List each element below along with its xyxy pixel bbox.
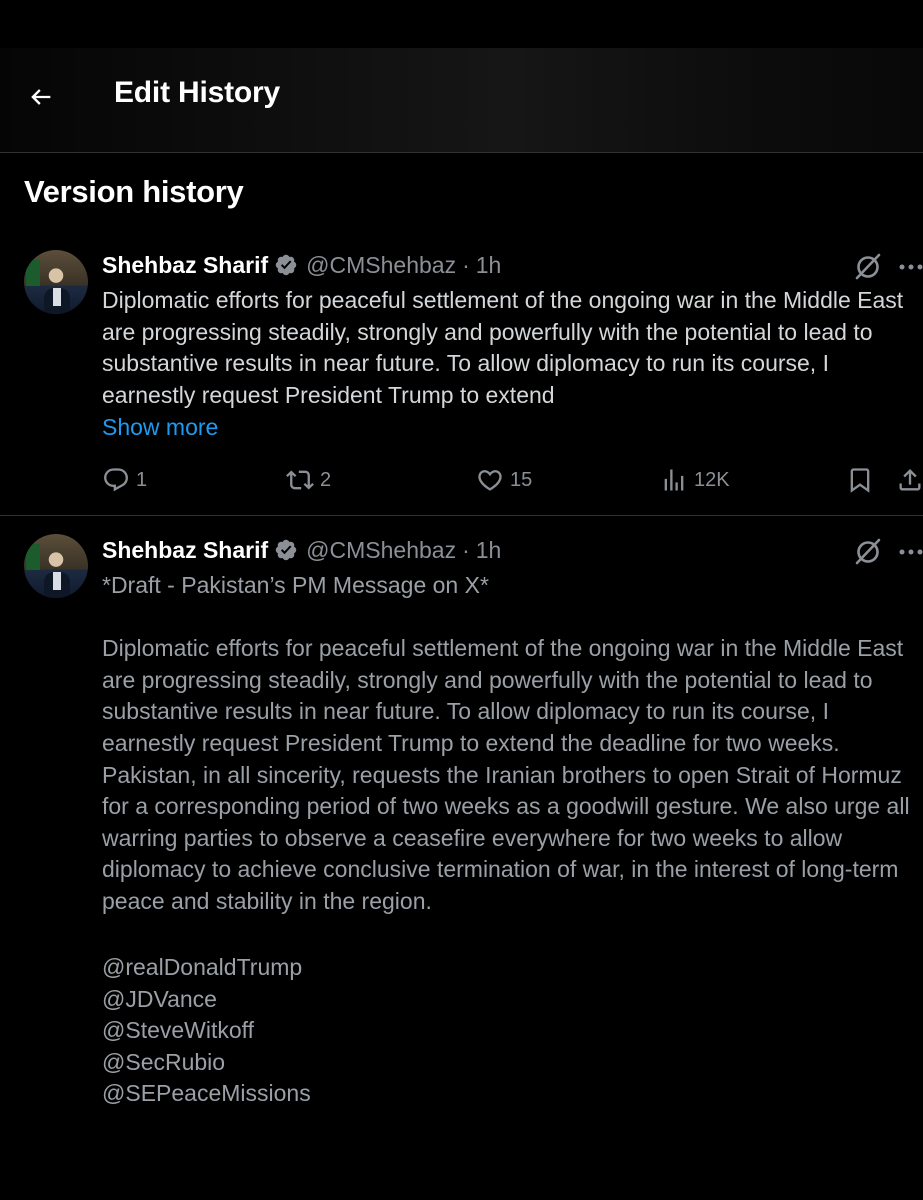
verified-badge-icon xyxy=(274,253,298,277)
views-count: 12K xyxy=(694,468,730,491)
bookmark-icon xyxy=(846,466,874,494)
verified-badge-icon xyxy=(274,538,298,562)
author-name[interactable]: Shehbaz Sharif xyxy=(102,536,269,563)
back-button[interactable] xyxy=(20,76,62,118)
mention-link[interactable]: @SteveWitkoff xyxy=(102,1017,255,1044)
author-name[interactable]: Shehbaz Sharif xyxy=(102,251,269,278)
repost-icon xyxy=(286,466,314,494)
grok-icon[interactable] xyxy=(852,250,884,282)
share-button[interactable] xyxy=(896,464,923,496)
tweet-header xyxy=(102,535,501,565)
bookmark-button[interactable] xyxy=(846,464,874,496)
reply-count: 1 xyxy=(136,468,148,491)
repost-button[interactable] xyxy=(286,464,331,496)
timestamp[interactable]: 1h xyxy=(475,251,502,278)
mention-link[interactable]: @realDonaldTrump xyxy=(102,954,303,980)
views-icon xyxy=(660,466,688,494)
avatar[interactable] xyxy=(24,250,88,314)
tweet-actions xyxy=(0,464,923,496)
reply-button[interactable] xyxy=(102,464,147,496)
header-bar xyxy=(0,48,923,152)
author-handle[interactable]: @CMShehbaz xyxy=(306,536,457,563)
tweet-text: *Draft - Pakistan’s PM Message on X* Diplomatic efforts for peaceful settlement of the ongoing war in the Middle East are progressing steadily, strongly and powerfully with the potential to lead to substantive results in near future. To allow diplomacy to run its course, I earnestly request President Trump to extend the deadline for two weeks. Pakistan, in all sincerity, requests the Iranian brothers to open Strait of Hormuz for a corresponding period of two weeks as a goodwill gesture. We also urge all warring parties to observe a ceasefire everywhere for two weeks to allow diplomacy to achieve conclusive termination of war, in the interest of long-term peace and stability in the region. xyxy=(102,572,910,914)
timestamp[interactable]: 1h xyxy=(475,536,502,563)
views-button[interactable] xyxy=(660,464,730,496)
show-more-link[interactable]: Show more xyxy=(102,414,219,440)
separator-dot: · xyxy=(462,251,470,278)
author-handle[interactable]: @CMShehbaz xyxy=(306,251,457,278)
more-icon[interactable] xyxy=(896,537,923,567)
grok-icon[interactable] xyxy=(852,535,884,567)
share-icon xyxy=(896,466,923,494)
mention-list xyxy=(102,952,311,1110)
tweet-header xyxy=(102,250,501,280)
avatar[interactable] xyxy=(24,534,88,598)
like-count: 15 xyxy=(510,468,533,491)
section-title: Version history xyxy=(24,174,244,209)
page-title: Edit History xyxy=(114,76,280,109)
separator-dot: · xyxy=(462,536,470,563)
mention-link[interactable]: @JDVance xyxy=(102,985,217,1012)
like-icon xyxy=(476,466,504,494)
like-button[interactable] xyxy=(476,464,532,496)
reply-icon xyxy=(102,466,130,494)
tweet-text: Diplomatic efforts for peaceful settlement of the ongoing war in the Middle East are progressing steadily, strongly and powerfully with the potential to lead to substantive results in near future. To allow diplomacy to run its course, I earnestly request President Trump to extend xyxy=(102,287,910,408)
header-divider xyxy=(0,152,923,153)
tweet-divider xyxy=(0,515,923,516)
arrow-left-icon xyxy=(27,83,55,111)
mention-link[interactable]: @SEPeaceMissions xyxy=(102,1080,311,1107)
more-icon[interactable] xyxy=(896,252,923,282)
mention-link[interactable]: @SecRubio xyxy=(102,1048,226,1075)
repost-count: 2 xyxy=(320,468,332,491)
